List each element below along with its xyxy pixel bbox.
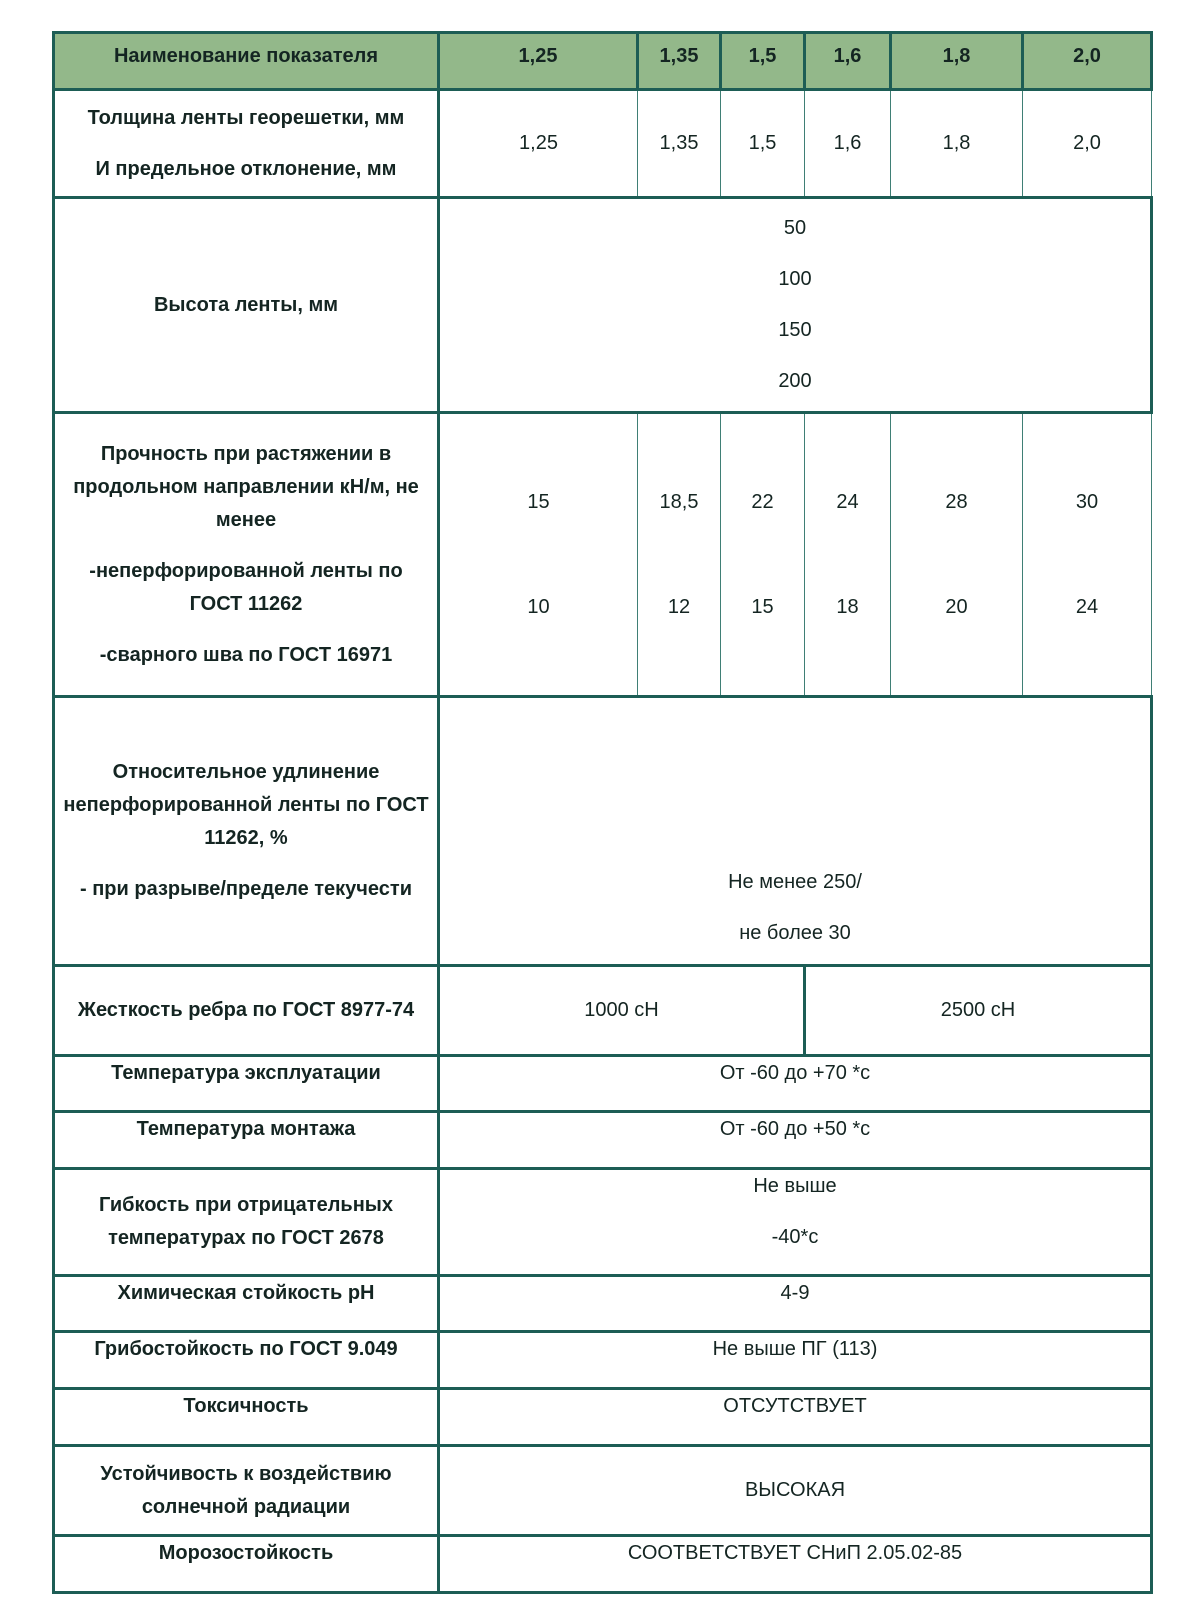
table-row (54, 1056, 1152, 1112)
value: 12 (667, 595, 691, 618)
name-line: -сварного шва по ГОСТ 16971 (99, 643, 393, 666)
cell: 1,6 (805, 90, 891, 198)
value: 50 (783, 217, 807, 239)
specifications-table (52, 31, 1153, 1594)
row-value: ОТСУТСТВУЕТ (439, 1389, 1152, 1446)
header-col: 1,35 (638, 33, 721, 90)
flex-value (439, 1169, 1152, 1276)
elongation-row (54, 697, 1152, 966)
value: -40*с (771, 1226, 819, 1248)
row-name (54, 413, 439, 697)
row-name: Гибкость при отрицательных температурах по ГОСТ 2678 (54, 1169, 439, 1276)
row-name: Устойчивость к воздействию солнечной радиации (54, 1446, 439, 1536)
value: 20 (945, 595, 968, 618)
strength-row (54, 413, 1152, 697)
value: 200 (778, 370, 812, 392)
stiffness-value-2: 2500 сН (805, 966, 1152, 1056)
header-col: 1,8 (891, 33, 1023, 90)
header-col: 1,6 (805, 33, 891, 90)
header-col: 2,0 (1023, 33, 1152, 90)
value: 24 (836, 490, 859, 513)
value: 22 (751, 490, 774, 513)
row-name: Жесткость ребра по ГОСТ 8977-74 (54, 966, 439, 1056)
header-col: 1,25 (439, 33, 638, 90)
cell (439, 413, 638, 697)
name-line: - при разрыве/пределе текучести (80, 878, 412, 900)
value: Не выше (753, 1175, 837, 1197)
name-line: Прочность при растяжении в продольном направлении кН/м, не менее (73, 442, 419, 531)
row-name (54, 697, 439, 966)
row-value: СООТВЕТСТВУЕТ СНиП 2.05.02-85 (439, 1536, 1152, 1593)
stiffness-row (54, 966, 1152, 1056)
value: не более 30 (739, 922, 851, 944)
row-name (54, 90, 439, 198)
cell (721, 413, 805, 697)
flex-row (54, 1169, 1152, 1276)
row-name: Токсичность (54, 1389, 439, 1446)
table-row (54, 1536, 1152, 1593)
value: 18 (836, 595, 859, 618)
value: Не менее 250/ (728, 871, 862, 893)
header-row (54, 33, 1152, 90)
value: 100 (778, 268, 812, 290)
stiffness-value-1: 1000 сН (439, 966, 805, 1056)
table-row (54, 1446, 1152, 1536)
table-row (54, 1112, 1152, 1169)
row-value: ВЫСОКАЯ (439, 1446, 1152, 1536)
value: 150 (778, 319, 812, 341)
row-name: Температура эксплуатации (54, 1056, 439, 1112)
height-row (54, 198, 1152, 413)
cell: 1,25 (439, 90, 638, 198)
row-name: Морозостойкость (54, 1536, 439, 1593)
value: 18,5 (659, 490, 699, 513)
cell: 1,8 (891, 90, 1023, 198)
table-row (54, 1332, 1152, 1389)
table-row (54, 1276, 1152, 1332)
name-line: Относительное удлинение неперфорированной ленты по ГОСТ 11262, % (63, 761, 429, 849)
elongation-value (439, 697, 1152, 966)
name-line: Толщина ленты георешетки, мм (87, 106, 405, 129)
cell: 1,5 (721, 90, 805, 198)
value: 28 (945, 490, 968, 513)
value: 24 (1075, 595, 1099, 618)
header-col: 1,5 (721, 33, 805, 90)
row-name: Температура монтажа (54, 1112, 439, 1169)
table-row (54, 1389, 1152, 1446)
header-name: Наименование показателя (54, 33, 439, 90)
row-value: От -60 до +50 *с (439, 1112, 1152, 1169)
height-values (439, 198, 1152, 413)
row-name: Грибостойкость по ГОСТ 9.049 (54, 1332, 439, 1389)
thickness-row (54, 90, 1152, 198)
name-line: И предельное отклонение, мм (95, 157, 397, 180)
value: 15 (751, 595, 774, 618)
row-value: Не выше ПГ (113) (439, 1332, 1152, 1389)
row-value: 4-9 (439, 1276, 1152, 1332)
row-name: Высота ленты, мм (54, 198, 439, 413)
cell (1023, 413, 1152, 697)
value: 15 (527, 490, 550, 513)
cell (638, 413, 721, 697)
value: 30 (1075, 490, 1099, 513)
cell (891, 413, 1023, 697)
row-value: От -60 до +70 *с (439, 1056, 1152, 1112)
name-line: -неперфорированной ленты по ГОСТ 11262 (89, 559, 403, 615)
cell: 2,0 (1023, 90, 1152, 198)
cell: 1,35 (638, 90, 721, 198)
row-name: Химическая стойкость рН (54, 1276, 439, 1332)
cell (805, 413, 891, 697)
value: 10 (527, 595, 550, 618)
